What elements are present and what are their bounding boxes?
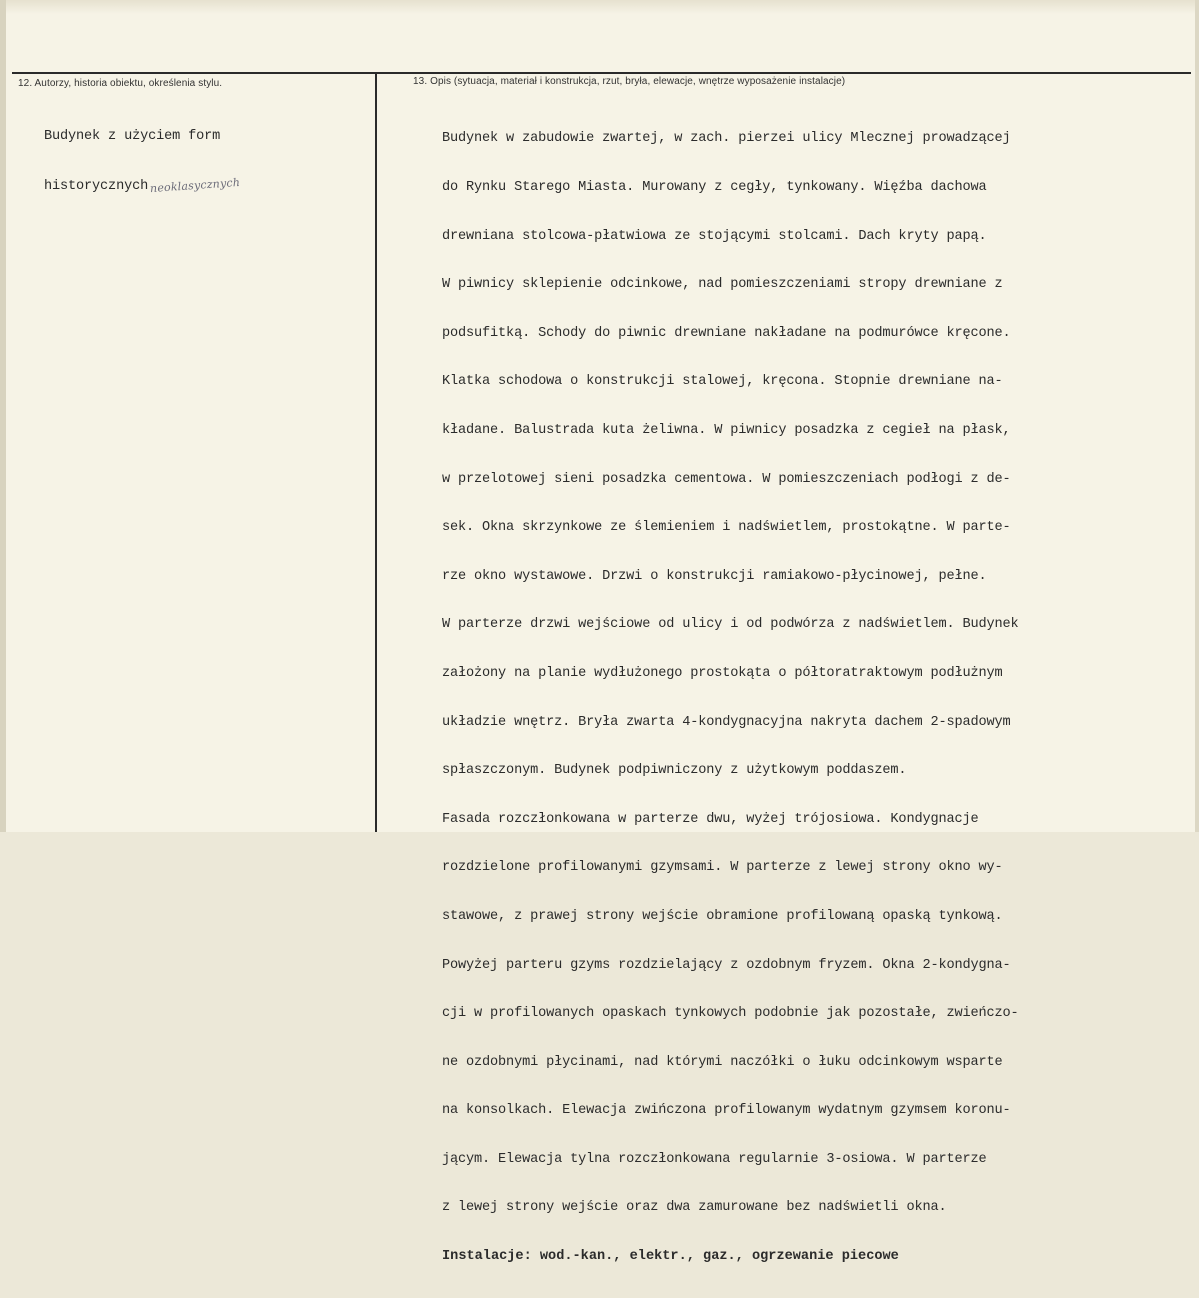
form-horizontal-rule bbox=[12, 72, 1191, 74]
description-line: Budynek w zabudowie zwartej, w zach. pierzei ulicy Mlecznej prowadzącej bbox=[442, 131, 1011, 147]
description-line: w przelotowej sieni posadzka cementowa. W pomieszczeniach podłogi z de- bbox=[442, 471, 1011, 487]
description-line: założony na planie wydłużonego prostokąta o półtoratraktowym podłużnym bbox=[442, 665, 1003, 681]
description-line: Fasada rozczłonkowana w parterze dwu, wyżej trójosiowa. Kondygnacje bbox=[442, 811, 979, 827]
description-line: podsufitką. Schody do piwnic drewniane nakładane na podmurówce kręcone. bbox=[442, 325, 1011, 341]
section-12-line: Budynek z użyciem form bbox=[44, 129, 221, 145]
description-line: Klatka schodowa o konstrukcji stalowej, kręcona. Stopnie drewniane na- bbox=[442, 374, 1003, 390]
section-13-label: 13. Opis (sytuacja, materiał i konstrukcja, rzut, bryła, elewacje, wnętrze wyposażenie instalacje) bbox=[413, 76, 846, 87]
description-line: z lewej strony wejście oraz dwa zamurowane bez nadświetli okna. bbox=[442, 1200, 947, 1216]
form-column-divider bbox=[375, 72, 377, 832]
description-line: ne ozdobnymi płycinami, nad którymi naczółki o łuku odcinkowym wsparte bbox=[442, 1054, 1003, 1070]
description-line: kładane. Balustrada kuta żeliwna. W piwnicy posadzka z cegieł na płask, bbox=[442, 422, 1011, 438]
description-line: sek. Okna skrzynkowe ze ślemieniem i nadświetlem, prostokątne. W parte- bbox=[442, 520, 1011, 536]
description-line: stawowe, z prawej strony wejście obramione profilowaną opaską tynkową. bbox=[442, 908, 1003, 924]
description-line: do Rynku Starego Miasta. Murowany z cegły, tynkowany. Więźba dachowa bbox=[442, 180, 987, 195]
section-13-text bbox=[442, 99, 1019, 1298]
description-line: W parterze drzwi wejściowe od ulicy i od podwórza z nadświetlem. Budynek bbox=[442, 617, 1019, 633]
section-12-text bbox=[44, 97, 240, 228]
description-line: na konsolkach. Elewacja zwińczona profilowanym wydatnym gzymsem koronu- bbox=[442, 1103, 1011, 1119]
section-12-line bbox=[44, 175, 241, 196]
description-line: spłaszczonym. Budynek podpiwniczony z użytkowym poddaszem. bbox=[442, 763, 907, 779]
handwritten-annotation: neoklasycznych bbox=[149, 175, 241, 196]
description-line: drewniana stolcowa-płatwiowa ze stojącymi stolcami. Dach kryty papą. bbox=[442, 228, 987, 244]
description-line: W piwnicy sklepienie odcinkowe, nad pomieszczeniami stropy drewniane z bbox=[442, 277, 1003, 293]
description-line: rze okno wystawowe. Drzwi o konstrukcji ramiakowo-płycinowej, pełne. bbox=[442, 568, 987, 584]
description-line: cji w profilowanych opaskach tynkowych podobnie jak pozostałe, zwieńczo- bbox=[442, 1006, 1019, 1022]
section-12-label: 12. Autorzy, historia obiektu, określenia stylu. bbox=[18, 78, 223, 89]
description-line: jącym. Elewacja tylna rozczłonkowana regularnie 3-osiowa. W parterze bbox=[442, 1151, 987, 1167]
description-line: Powyżej parteru gzyms rozdzielający z ozdobnym fryzem. Okna 2-kondygna- bbox=[442, 957, 1011, 973]
section-12-line-text: historycznych bbox=[44, 179, 149, 195]
description-line: układzie wnętrz. Bryła zwarta 4-kondygnacyjna nakryta dachem 2-spadowym bbox=[442, 714, 1011, 730]
installations-line: Instalacje: wod.-kan., elektr., gaz., ogrzewanie piecowe bbox=[442, 1249, 899, 1265]
description-line: rozdzielone profilowanymi gzymsami. W parterze z lewej strony okno wy- bbox=[442, 860, 1003, 876]
card-top-edge bbox=[6, 0, 1195, 14]
